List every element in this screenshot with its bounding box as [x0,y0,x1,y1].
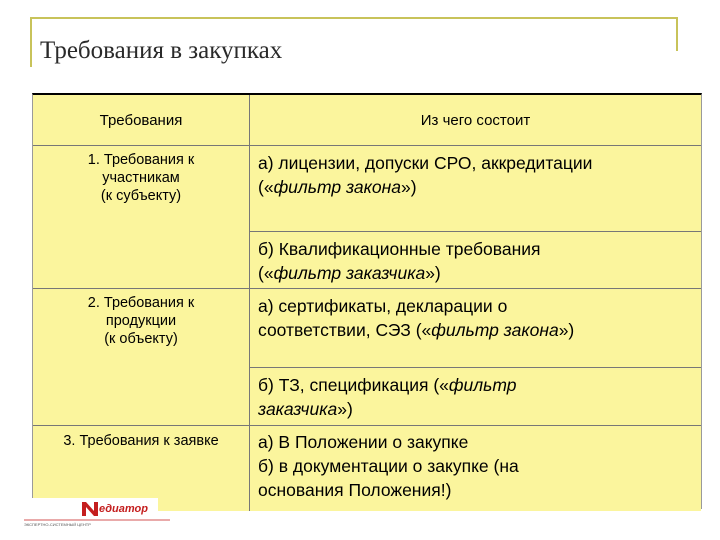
item-a-text: а) сертификаты, декларации о соответствии, СЭЗ («фильтр закона») [258,296,575,340]
requirement-cell [33,289,250,426]
requirement-text: 1. Требования к участникам (к субъекту) [87,152,195,204]
requirement-cell [33,146,250,289]
logo-name: едиатор [99,503,148,515]
item-a-text: а) лицензии, допуски СРО, аккредитации («фильтр закона») [258,153,593,197]
mediator-logo [22,496,172,530]
header-requirements: Требования [33,95,250,146]
composition-cell [250,232,701,289]
composition-cell [250,368,701,426]
title-frame-right [676,17,678,51]
item-b-text: б) ТЗ, спецификация («фильтр заказчика») [258,375,517,419]
requirements-table [32,93,702,509]
logo-tagline: ЭКСПЕРТНО-СИСТЕМНЫЙ ЦЕНТР [24,522,91,527]
composition-cell [250,426,701,511]
requirement-text: 2. Требования к продукции (к объекту) [87,295,195,347]
composition-cell [250,146,701,232]
title-frame-top [30,17,678,19]
title-frame-left [30,17,32,67]
item-a-text: а) В Положении о закупке [258,432,469,452]
header-composition: Из чего состоит [250,95,701,146]
item-b-text: б) в документации о закупке (на основания Положения!) [258,456,519,500]
composition-cell [250,289,701,368]
requirement-text: 3. Требования к заявке [63,433,219,449]
item-b-text: б) Квалификационные требования («фильтр заказчика») [258,239,541,283]
slide-title: Требования в закупках [40,37,283,64]
